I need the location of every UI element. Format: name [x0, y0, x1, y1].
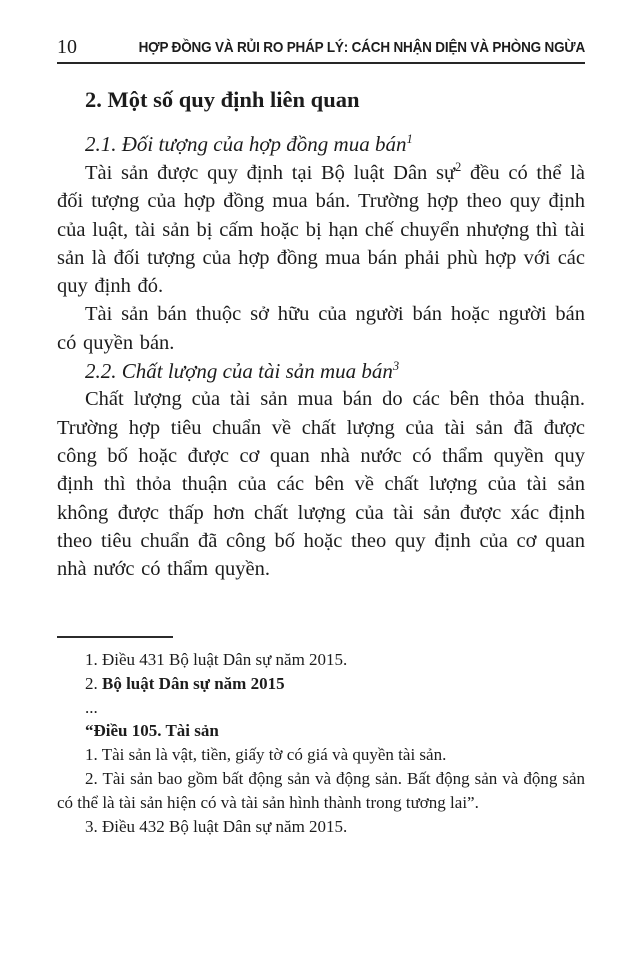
- footnote-2-number: 2.: [85, 673, 102, 693]
- footnote-2-clause-1: 1. Tài sản là vật, tiền, giấy tờ có giá và quyền tài sản.: [85, 745, 447, 765]
- footnote-2-article-heading: [57, 719, 585, 743]
- paragraph-1-text-a: Tài sản được quy định tại Bộ luật Dân sự: [85, 162, 456, 184]
- footnote-separator-rule: [57, 636, 173, 638]
- paragraph-3: Chất lượng của tài sản mua bán do các bên thỏa thuận. Trường hợp tiêu chuẩn về chất lượng của tài sản đã được công bố hoặc được cơ quan nhà nước có thẩm quyền quy định thì thỏa thuận của các bên về chất lượng của tài sản không được thấp hơn chất lượng của tài sản được xác định theo tiêu chuẩn đã công bố hoặc theo quy định của cơ quan nhà nước có thẩm quyền.: [57, 388, 585, 581]
- footnote-2-ellipsis: ...: [85, 697, 98, 717]
- paragraph-2: Tài sản bán thuộc sở hữu của người bán hoặc người bán có quyền bán.: [57, 303, 585, 354]
- footnote-area: [57, 628, 585, 838]
- footnote-1: 1. Điều 431 Bộ luật Dân sự năm 2015.: [85, 650, 348, 669]
- subsection-1-heading: [85, 129, 585, 159]
- footnote-2: [57, 672, 585, 696]
- paragraph-1-text-b: đều có thể là đối tượng của hợp đồng mua bán. Trường hợp theo quy định của luật, tài sản bị cấm hoặc bị hạn chế chuyển nhượng thì tài sản là đối tượng của hợp đồng mua bán phải phù hợp với các quy định đó.: [57, 162, 585, 298]
- paragraph-1: [57, 159, 585, 300]
- footnote-2-title: Bộ luật Dân sự năm 2015: [102, 673, 285, 693]
- footnote-ref-1: 1: [406, 132, 413, 146]
- footnote-ref-3: 3: [392, 359, 400, 374]
- subsection-2-heading: [85, 357, 585, 385]
- footnote-2-article-heading-text: “Điều 105. Tài sản: [85, 721, 219, 741]
- footnote-3: 3. Điều 432 Bộ luật Dân sự năm 2015.: [85, 816, 348, 836]
- footnote-2-clause-2: 2. Tài sản bao gồm bất động sản và động sản. Bất động sản và động sản có thể là tài sản hiện có và tài sản hình thành trong tương lai”.: [57, 768, 585, 812]
- page-number: 10: [57, 36, 77, 58]
- footnote-ref-2: 2: [455, 160, 462, 175]
- page-header: [57, 38, 585, 64]
- section-heading: 2. Một số quy định liên quan: [85, 87, 360, 112]
- subsection-2-heading-text: 2.2. Chất lượng của tài sản mua bán: [85, 359, 393, 384]
- subsection-1-heading-text: 2.1. Đối tượng của hợp đồng mua bán: [85, 132, 407, 156]
- footnotes-block: [57, 648, 585, 838]
- running-title: HỢP ĐỒNG VÀ RỦI RO PHÁP LÝ: CÁCH NHẬN DIỆN VÀ PHÒNG NGỪA: [138, 39, 585, 56]
